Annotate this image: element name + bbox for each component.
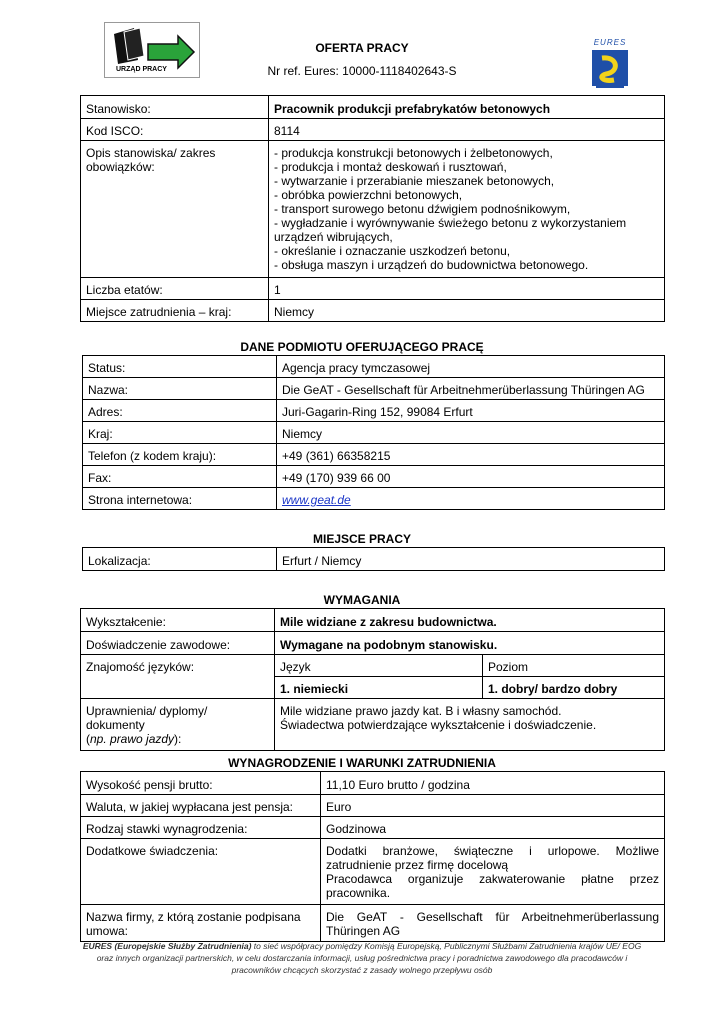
urzad-pracy-logo-text: URZĄD PRACY (116, 66, 167, 73)
location-label: Lokalizacja: (83, 548, 277, 571)
education-value: Mile widziane z zakresu budownictwa. (275, 609, 665, 632)
duty-item: - wygładzanie i wyrównywanie świeżego betonu z wykorzystaniem (274, 216, 627, 230)
duty-item: - wytwarzanie i przerabianie mieszanek betonowych, (274, 174, 555, 188)
table-row (83, 378, 665, 400)
isco-label: Kod ISCO: (81, 119, 269, 141)
employer-section-title: DANE PODMIOTU OFERUJĄCEGO PRACĘ (240, 340, 484, 354)
currency-value: Euro (321, 795, 665, 817)
table-row (81, 632, 665, 655)
experience-label: Doświadczenie zawodowe: (81, 632, 275, 655)
table-row (83, 444, 665, 466)
level-value: 1. dobry/ bardzo dobry (483, 677, 665, 699)
footer-line1 (60, 940, 664, 952)
website-link[interactable]: www.geat.de (282, 493, 351, 507)
language-column-header: Język (275, 655, 483, 677)
table-row (81, 278, 665, 300)
duty-item: - transport surowego betonu dźwigiem podnośnikowym, (274, 202, 571, 216)
licenses-value (275, 699, 665, 751)
country-label: Miejsce zatrudnienia – kraj: (81, 300, 269, 322)
table-row (83, 488, 665, 510)
table-row (81, 655, 665, 677)
contract-company-value: Die GeAT - Gesellschaft für Arbeitnehmerüberlassung Thüringen AG (321, 905, 665, 942)
benefits-value-line2: Pracodawca organizuje zakwaterowanie płatne przez pracownika. (326, 872, 659, 900)
licenses-value-line2: Świadectwa potwierdzające wykształcenie i doświadczenie. (280, 718, 597, 732)
document-title: OFERTA PRACY (315, 41, 409, 55)
address-label: Adres: (83, 400, 277, 422)
table-row (81, 772, 665, 795)
table-row (83, 356, 665, 378)
licenses-example: np. prawo jazdy (90, 732, 175, 746)
gross-salary-value: 11,10 Euro brutto / godzina (321, 772, 665, 795)
experience-value: Wymagane na podobnym stanowisku. (275, 632, 665, 655)
duty-item: urządzeń wibrujących, (274, 230, 393, 244)
footer-eures-name: EURES (Europejskie Służby Zatrudnienia) (82, 941, 252, 951)
footer-note (60, 940, 664, 976)
table-row (81, 839, 665, 905)
position-value: Pracownik produkcji prefabrykatów betonowych (269, 96, 665, 119)
workplace-table (82, 547, 665, 571)
employer-table (82, 355, 665, 510)
contract-company-label: Nazwa firmy, z którą zostanie podpisana umowa: (81, 905, 321, 942)
rate-type-label: Rodzaj stawki wynagrodzenia: (81, 817, 321, 839)
salary-section-title: WYNAGRODZENIE I WARUNKI ZATRUDNIENIA (228, 756, 496, 770)
rate-type-value: Godzinowa (321, 817, 665, 839)
table-row (83, 548, 665, 571)
status-value: Agencja pracy tymczasowej (277, 356, 665, 378)
paren-open: ( (86, 732, 90, 746)
benefits-value-line1: Dodatki branżowe, świąteczne i urlopowe. Możliwe zatrudnienie przez firmę docelową (326, 844, 659, 872)
requirements-section-title: WYMAGANIA (323, 593, 401, 607)
licenses-value-line1: Mile widziane prawo jazdy kat. B i własny samochód. (280, 704, 562, 718)
duties-list (269, 141, 665, 278)
phone-label: Telefon (z kodem kraju): (83, 444, 277, 466)
status-label: Status: (83, 356, 277, 378)
table-row (83, 466, 665, 488)
licenses-label-line1: Uprawnienia/ dyplomy/ dokumenty (86, 704, 208, 732)
duty-item: - produkcja konstrukcji betonowych i żelbetonowych, (274, 146, 553, 160)
footer-line1-rest: to sieć współpracy pomiędzy Komisją Europejską, Publicznymi Służbami Zatrudnienia krajów UE/ EOG (251, 941, 642, 951)
address-value: Juri-Gagarin-Ring 152, 99084 Erfurt (277, 400, 665, 422)
reference-number: Nr ref. Eures: 10000-1118402643-S (267, 64, 457, 78)
posts-value: 1 (269, 278, 665, 300)
level-column-header: Poziom (483, 655, 665, 677)
eures-logo-text: EURES (593, 38, 627, 47)
website-label: Strona internetowa: (83, 488, 277, 510)
isco-value: 8114 (269, 119, 665, 141)
phone-value: +49 (361) 66358215 (277, 444, 665, 466)
company-name-value: Die GeAT - Gesellschaft für Arbeitnehmerüberlassung Thüringen AG (277, 378, 665, 400)
table-row (83, 422, 665, 444)
duty-item: - określanie i oznaczanie uszkodzeń betonu, (274, 244, 511, 258)
job-table (80, 95, 665, 322)
duty-item: - obróbka powierzchni betonowych, (274, 188, 463, 202)
benefits-label: Dodatkowe świadczenia: (81, 839, 321, 905)
table-row (81, 119, 665, 141)
fax-value: +49 (170) 939 66 00 (277, 466, 665, 488)
footer-line2: oraz innych organizacji partnerskich, w celu dostarczania informacji, usług pośrednictwa pracy i poradnictwa zawodowego dla pracodawców i (96, 953, 628, 963)
table-row (81, 609, 665, 632)
licenses-label (81, 699, 275, 751)
fax-label: Fax: (83, 466, 277, 488)
table-row (81, 817, 665, 839)
benefits-value (321, 839, 665, 905)
company-name-label: Nazwa: (83, 378, 277, 400)
paren-close: ): (174, 732, 182, 746)
salary-table (80, 771, 665, 942)
workplace-section-title: MIEJSCE PRACY (312, 532, 412, 546)
employer-country-value: Niemcy (277, 422, 665, 444)
position-label: Stanowisko: (81, 96, 269, 119)
posts-label: Liczba etatów: (81, 278, 269, 300)
table-row (81, 795, 665, 817)
languages-label: Znajomość języków: (81, 655, 275, 699)
duty-item: - obsługa maszyn i urządzeń do budownictwa betonowego. (274, 258, 589, 272)
education-label: Wykształcenie: (81, 609, 275, 632)
country-value: Niemcy (269, 300, 665, 322)
footer-line3: pracowników chcących skorzystać z zasady wolnego przepływu osób (231, 965, 493, 975)
duties-label: Opis stanowiska/ zakres obowiązków: (81, 141, 269, 278)
language-value: 1. niemiecki (275, 677, 483, 699)
table-row (81, 96, 665, 119)
table-row (83, 400, 665, 422)
requirements-table (80, 608, 665, 751)
gross-salary-label: Wysokość pensji brutto: (81, 772, 321, 795)
table-row (81, 141, 665, 278)
table-row (81, 300, 665, 322)
duty-item: - produkcja i montaż deskowań i rusztowań, (274, 160, 507, 174)
table-row (81, 905, 665, 942)
licenses-label-line2 (86, 732, 269, 746)
table-row (81, 699, 665, 751)
currency-label: Waluta, w jakiej wypłacana jest pensja: (81, 795, 321, 817)
location-value: Erfurt / Niemcy (277, 548, 665, 571)
eures-logo (588, 38, 632, 92)
employer-country-label: Kraj: (83, 422, 277, 444)
